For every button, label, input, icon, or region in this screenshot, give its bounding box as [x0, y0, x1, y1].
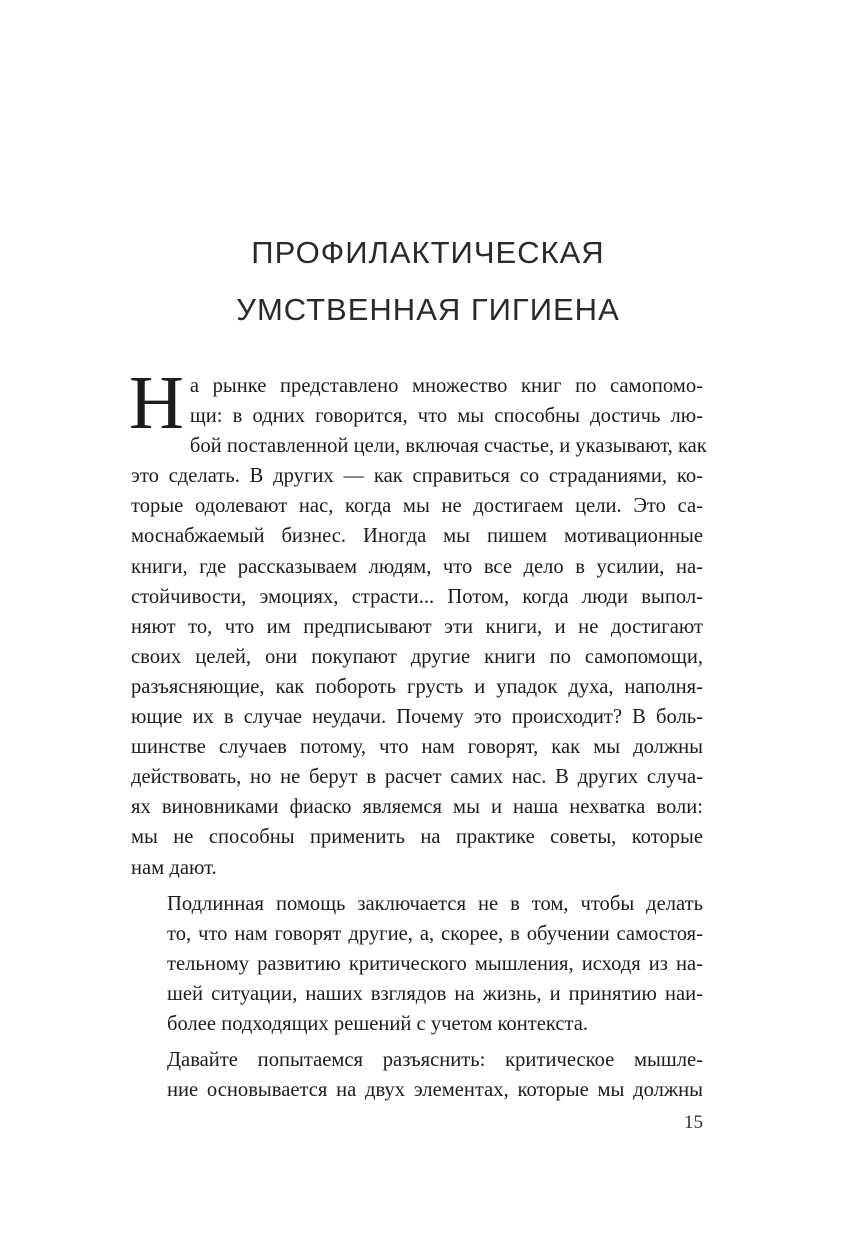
text-line: шей ситуации, наших взглядов на жизнь, и принятию наи-: [167, 982, 703, 1005]
page-number: 15: [684, 1112, 703, 1133]
text-line: это сделать. В других — как справиться со страданиями, ко-: [131, 465, 703, 488]
chapter-title: [0, 224, 856, 338]
text-line: то, что нам говорят другие, а, скорее, в обучении самостоя-: [167, 922, 703, 945]
paragraph-1: [129, 361, 707, 883]
text-line: Давайте попытаемся разъяснить: критическое мышле-: [167, 1049, 703, 1072]
paragraph-3: [131, 1045, 703, 1105]
text-line: щи: в одних говорится, что мы способны достичь лю-: [189, 405, 703, 428]
text-line: разъясняющие, как побороть грусть и упадок духа, наполня-: [131, 675, 703, 698]
text-line: нам дают.: [131, 856, 217, 879]
text-line: ющие их в случае неудачи. Почему это происходит? В боль-: [131, 706, 703, 729]
text-line: моснабжаемый бизнес. Иногда мы пишем мотивационные: [131, 525, 703, 548]
chapter-title-line-1: ПРОФИЛАКТИЧЕСКАЯ: [251, 235, 605, 270]
drop-cap: Н: [129, 361, 184, 445]
text-line: более подходящих решений с учетом контекста.: [167, 1012, 589, 1035]
text-line: Подлинная помощь заключается не в том, чтобы делать: [167, 892, 703, 915]
text-line: стойчивости, эмоциях, страсти... Потом, когда люди выпол-: [131, 585, 703, 608]
paragraph-2: [131, 889, 703, 1039]
text-line: тельному развитию критического мышления, исходя из на-: [167, 952, 703, 975]
text-line: торые одолевают нас, когда мы не достигаем цели. Это са-: [131, 495, 703, 518]
text-line: ях виновниками фиаско являемся мы и наша нехватка воли:: [131, 796, 703, 819]
text-line: своих целей, они покупают другие книги по самопомощи,: [131, 645, 703, 668]
text-line: няют то, что им предписывают эти книги, и не достигают: [131, 615, 703, 638]
text-line: мы не способны применить на практике советы, которые: [131, 826, 703, 849]
text-line: книги, где рассказываем людям, что все дело в усилии, на-: [131, 555, 703, 578]
text-line: а рынке представлено множество книг по самопомо-: [189, 375, 703, 397]
text-line: бой поставленной цели, включая счастье, и указывают, как: [189, 435, 707, 458]
text-line: ние основывается на двух элементах, которые мы должны: [167, 1079, 703, 1102]
chapter-title-line-2: УМСТВЕННАЯ ГИГИЕНА: [236, 292, 620, 327]
body-text: [129, 361, 707, 1111]
text-line: действовать, но не берут в расчет самих нас. В других случа-: [131, 766, 703, 789]
text-line: шинстве случаев потому, что нам говорят, как мы должны: [131, 736, 703, 759]
